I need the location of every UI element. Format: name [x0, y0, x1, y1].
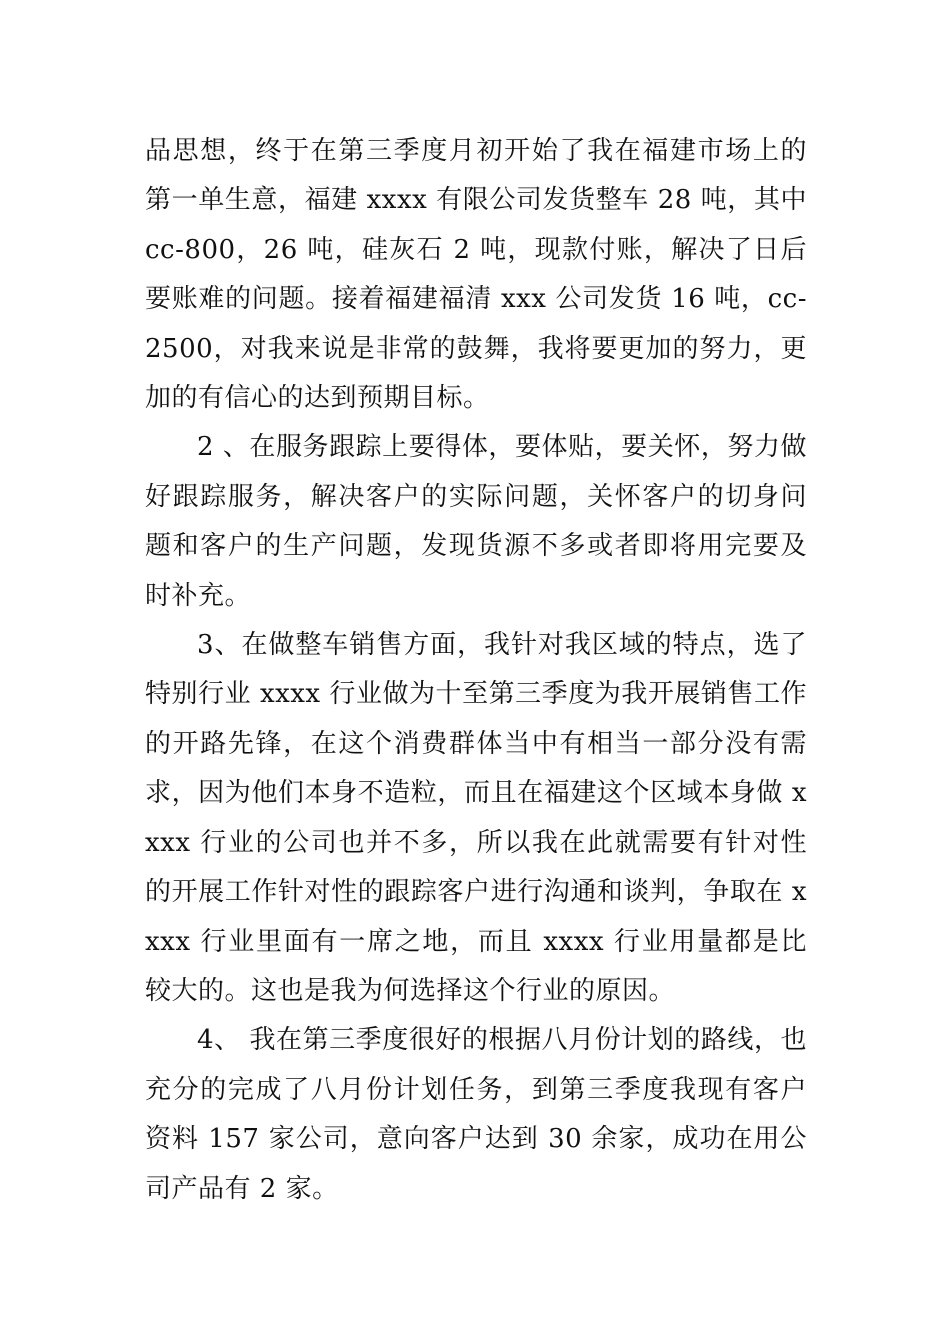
paragraph-item-4: 4、 我在第三季度很好的根据八月份计划的路线，也充分的完成了八月份计划任务，到第三季度我现有客户资料 157 家公司，意向客户达到 30 余家，成功在用公司产品有 2 家。 — [145, 1025, 807, 1204]
paragraph-continuation: 品思想，终于在第三季度月初开始了我在福建市场上的第一单生意，福建 xxxx 有限公司发货整车 28 吨，其中 cc-800，26 吨，硅灰石 2 吨，现款付账，解决了日后要账难的问题。接着福建福清 xxx 公司发货 16 吨，cc-2500，对我来说是非常的鼓舞，我将要更加的努力，更加的有信心的达到预期目标。 — [145, 136, 807, 414]
paragraph-item-3: 3、在做整车销售方面，我针对我区域的特点，选了特别行业 xxxx 行业做为十至第三季度为我开展销售工作的开路先锋，在这个消费群体当中有相当一部分没有需求，因为他们本身不造粒，而且在福建这个区域本身做 xxxx 行业的公司也并不多，所以我在此就需要有针对性的开展工作针对性的跟踪客户进行沟通和谈判，争取在 xxxx 行业里面有一席之地，而且 xxxx 行业用量都是比较大的。这也是我为何选择这个行业的原因。 — [145, 630, 807, 1006]
document-body — [145, 127, 807, 1214]
paragraph-item-2: 2 、在服务跟踪上要得体，要体贴，要关怀，努力做好跟踪服务，解决客户的实际问题，关怀客户的切身问题和客户的生产问题，发现货源不多或者即将用完要及时补充。 — [145, 432, 807, 611]
